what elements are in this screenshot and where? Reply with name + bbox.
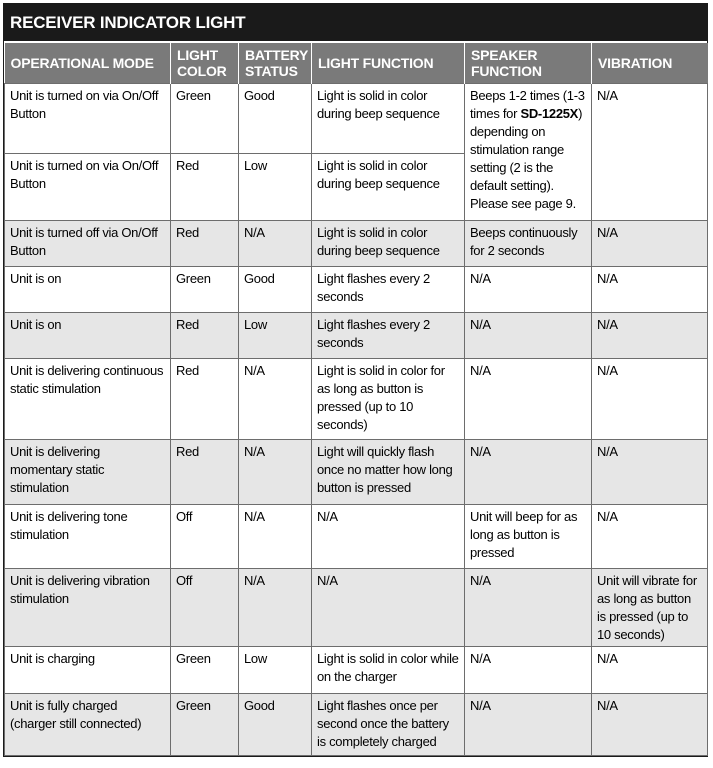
cell-mode: Unit is delivering vibration stimulation xyxy=(5,569,171,647)
cell-mode: Unit is delivering continuous static stimulation xyxy=(5,359,171,440)
cell-light-color: Red xyxy=(171,440,239,505)
header-row xyxy=(5,43,708,84)
cell-speaker-function: N/A xyxy=(465,647,592,694)
table-row xyxy=(5,505,708,569)
cell-light-function: Light flashes every 2 seconds xyxy=(312,267,465,313)
header-operational-mode: OPERATIONAL MODE xyxy=(5,43,171,84)
table-row xyxy=(5,84,708,154)
indicator-table xyxy=(4,43,708,756)
cell-light-color: Red xyxy=(171,359,239,440)
table-row xyxy=(5,359,708,440)
cell-mode: Unit is turned on via On/Off Button xyxy=(5,154,171,221)
cell-battery: Low xyxy=(239,647,312,694)
cell-light-color: Red xyxy=(171,154,239,221)
cell-vibration: N/A xyxy=(592,647,708,694)
cell-speaker-function: N/A xyxy=(465,440,592,505)
cell-mode: Unit is turned off via On/Off Button xyxy=(5,221,171,267)
cell-speaker-function: Unit will beep for as long as button is pressed xyxy=(465,505,592,569)
table-row xyxy=(5,440,708,505)
cell-light-function: Light is solid in color for as long as button is pressed (up to 10 seconds) xyxy=(312,359,465,440)
cell-battery: N/A xyxy=(239,505,312,569)
cell-mode: Unit is on xyxy=(5,267,171,313)
table-row xyxy=(5,221,708,267)
cell-battery: Good xyxy=(239,267,312,313)
cell-speaker-function: N/A xyxy=(465,267,592,313)
cell-light-function: Light flashes every 2 seconds xyxy=(312,313,465,359)
cell-light-function: Light will quickly flash once no matter how long button is pressed xyxy=(312,440,465,505)
cell-vibration: Unit will vibrate for as long as button is pressed (up to 10 seconds) xyxy=(592,569,708,647)
cell-light-color: Red xyxy=(171,221,239,267)
table-row xyxy=(5,569,708,647)
cell-battery: N/A xyxy=(239,569,312,647)
cell-light-color: Off xyxy=(171,569,239,647)
header-light-color: LIGHT COLOR xyxy=(171,43,239,84)
cell-battery: N/A xyxy=(239,221,312,267)
cell-light-color: Green xyxy=(171,647,239,694)
cell-vibration: N/A xyxy=(592,221,708,267)
cell-speaker-function: N/A xyxy=(465,569,592,647)
cell-vibration: N/A xyxy=(592,505,708,569)
cell-speaker-function: N/A xyxy=(465,313,592,359)
cell-mode: Unit is delivering momentary static stimulation xyxy=(5,440,171,505)
cell-speaker-function-merged: Beeps 1-2 times (1-3 times for SD-1225X) depending on stimulation range setting (2 is the default setting). Please see page 9. xyxy=(465,84,592,221)
cell-battery: Good xyxy=(239,694,312,756)
cell-light-function: Light is solid in color while on the charger xyxy=(312,647,465,694)
cell-speaker-function: N/A xyxy=(465,359,592,440)
cell-light-color: Green xyxy=(171,694,239,756)
model-number: SD-1225X xyxy=(520,106,579,121)
cell-mode: Unit is fully charged (charger still connected) xyxy=(5,694,171,756)
cell-battery: N/A xyxy=(239,359,312,440)
cell-mode: Unit is delivering tone stimulation xyxy=(5,505,171,569)
cell-light-function: N/A xyxy=(312,505,465,569)
header-battery-status: BATTERY STATUS xyxy=(239,43,312,84)
receiver-indicator-light-table xyxy=(3,3,708,757)
header-light-function: LIGHT FUNCTION xyxy=(312,43,465,84)
cell-vibration: N/A xyxy=(592,440,708,505)
cell-speaker-function: Beeps continuously for 2 seconds xyxy=(465,221,592,267)
cell-vibration: N/A xyxy=(592,313,708,359)
cell-speaker-function: N/A xyxy=(465,694,592,756)
cell-light-color: Green xyxy=(171,267,239,313)
cell-vibration: N/A xyxy=(592,694,708,756)
cell-light-function: Light flashes once per second once the battery is completely charged xyxy=(312,694,465,756)
cell-battery: Good xyxy=(239,84,312,154)
table-row xyxy=(5,647,708,694)
cell-battery: N/A xyxy=(239,440,312,505)
cell-light-function: Light is solid in color during beep sequence xyxy=(312,154,465,221)
cell-vibration: N/A xyxy=(592,359,708,440)
header-vibration: VIBRATION xyxy=(592,43,708,84)
table-title: RECEIVER INDICATOR LIGHT xyxy=(4,4,707,43)
cell-vibration: N/A xyxy=(592,267,708,313)
cell-mode: Unit is charging xyxy=(5,647,171,694)
cell-battery: Low xyxy=(239,154,312,221)
cell-light-color: Off xyxy=(171,505,239,569)
cell-battery: Low xyxy=(239,313,312,359)
table-row xyxy=(5,313,708,359)
cell-light-color: Green xyxy=(171,84,239,154)
cell-vibration: N/A xyxy=(592,84,708,221)
cell-light-function: Light is solid in color during beep sequence xyxy=(312,84,465,154)
cell-light-function: N/A xyxy=(312,569,465,647)
cell-mode: Unit is on xyxy=(5,313,171,359)
cell-mode: Unit is turned on via On/Off Button xyxy=(5,84,171,154)
cell-light-function: Light is solid in color during beep sequence xyxy=(312,221,465,267)
cell-light-color: Red xyxy=(171,313,239,359)
table-row xyxy=(5,694,708,756)
table-row xyxy=(5,267,708,313)
header-speaker-function: SPEAKER FUNCTION xyxy=(465,43,592,84)
